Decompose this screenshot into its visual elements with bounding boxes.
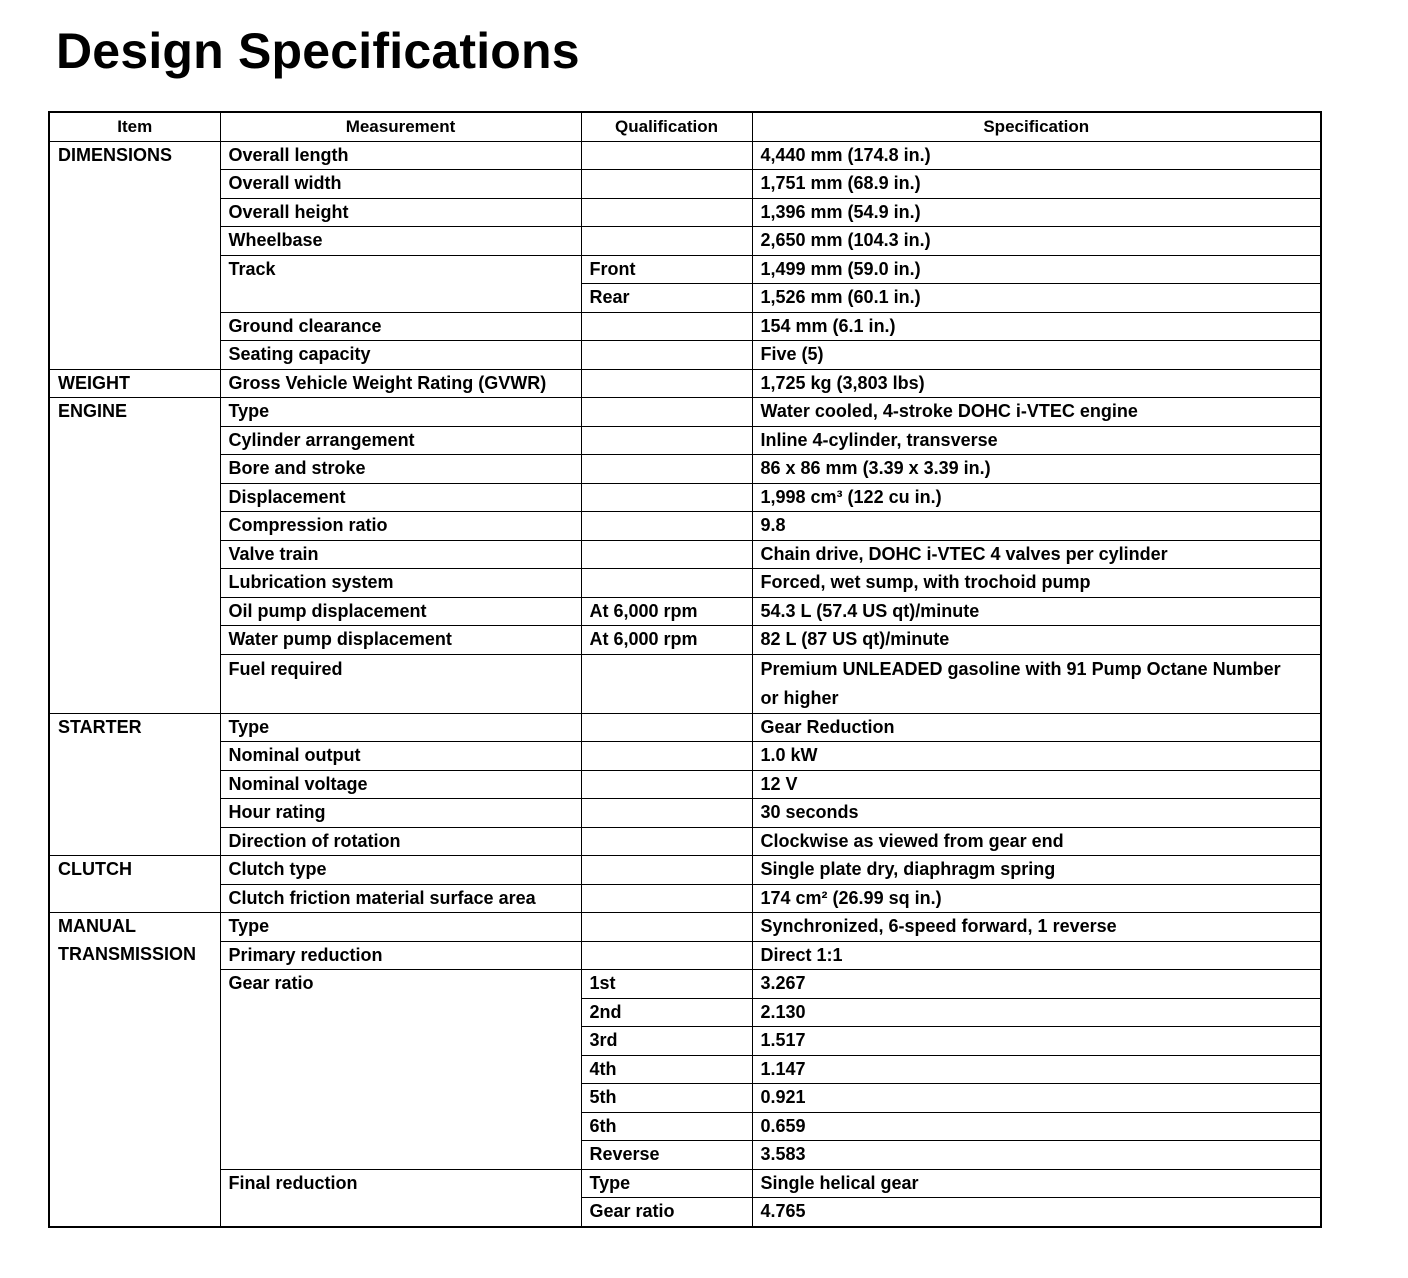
item-cell [49,198,220,227]
measurement-cell [220,1055,581,1084]
specification-cell: 0.921 [752,1084,1321,1113]
measurement-cell: Wheelbase [220,227,581,256]
measurement-cell: Track [220,255,581,284]
qualification-cell: Type [581,1169,752,1198]
measurement-cell: Overall width [220,170,581,199]
table-row [49,369,1321,398]
specification-cell [752,654,1321,713]
qualification-cell [581,941,752,970]
item-cell [49,998,220,1027]
specification-cell: Direct 1:1 [752,941,1321,970]
measurement-cell: Hour rating [220,799,581,828]
table-row [49,198,1321,227]
specification-cell: 82 L (87 US qt)/minute [752,626,1321,655]
qualification-cell [581,312,752,341]
specification-cell: 54.3 L (57.4 US qt)/minute [752,597,1321,626]
table-row [49,141,1321,170]
table-row [49,856,1321,885]
qualification-cell: Front [581,255,752,284]
qualification-cell [581,227,752,256]
item-cell [49,255,220,284]
table-row [49,1112,1321,1141]
qualification-cell [581,483,752,512]
specification-cell: 1.517 [752,1027,1321,1056]
measurement-cell [220,284,581,313]
item-cell [49,284,220,313]
qualification-cell [581,799,752,828]
specification-cell: 3.583 [752,1141,1321,1170]
measurement-cell: Clutch type [220,856,581,885]
qualification-cell: At 6,000 rpm [581,597,752,626]
qualification-cell [581,569,752,598]
item-cell [49,1084,220,1113]
measurement-cell: Water pump displacement [220,626,581,655]
qualification-cell [581,742,752,771]
header-row [49,112,1321,141]
qualification-cell [581,770,752,799]
table-row [49,1084,1321,1113]
specification-cell: Forced, wet sump, with trochoid pump [752,569,1321,598]
specification-cell: Gear Reduction [752,713,1321,742]
table-row [49,770,1321,799]
specification-cell: 30 seconds [752,799,1321,828]
table-row [49,1141,1321,1170]
item-cell [49,970,220,999]
item-cell [49,1169,220,1198]
qualification-cell [581,198,752,227]
measurement-cell: Bore and stroke [220,455,581,484]
specification-cell: 1,725 kg (3,803 lbs) [752,369,1321,398]
qualification-cell: 4th [581,1055,752,1084]
qualification-cell: 1st [581,970,752,999]
item-cell [49,742,220,771]
qualification-cell: Gear ratio [581,1198,752,1227]
table-row [49,913,1321,942]
table-row [49,540,1321,569]
spec-table [48,111,1322,1228]
qualification-cell: At 6,000 rpm [581,626,752,655]
measurement-cell: Lubrication system [220,569,581,598]
measurement-cell: Cylinder arrangement [220,426,581,455]
item-cell [49,597,220,626]
table-row [49,512,1321,541]
qualification-cell: 5th [581,1084,752,1113]
measurement-cell [220,1141,581,1170]
qualification-cell [581,512,752,541]
measurement-cell: Primary reduction [220,941,581,970]
table-row [49,1027,1321,1056]
item-cell [49,1027,220,1056]
qualification-cell [581,398,752,427]
item-cell [49,770,220,799]
qualification-cell [581,713,752,742]
measurement-cell: Fuel required [220,654,581,713]
qualification-cell [581,455,752,484]
item-cell: ENGINE [49,398,220,427]
header-item: Item [49,112,220,141]
spec-body [49,141,1321,1227]
measurement-cell [220,1027,581,1056]
qualification-cell [581,827,752,856]
measurement-cell [220,1198,581,1227]
header-qualification: Qualification [581,112,752,141]
qualification-cell: 6th [581,1112,752,1141]
specification-cell: 0.659 [752,1112,1321,1141]
specification-cell: 4,440 mm (174.8 in.) [752,141,1321,170]
specification-cell: 154 mm (6.1 in.) [752,312,1321,341]
specification-line: Premium UNLEADED gasoline with 91 Pump Octane Number [760,658,1281,679]
specification-cell: Clockwise as viewed from gear end [752,827,1321,856]
qualification-cell [581,170,752,199]
item-cell [49,170,220,199]
header-specification: Specification [752,112,1321,141]
specification-cell: 1,526 mm (60.1 in.) [752,284,1321,313]
item-cell [49,512,220,541]
specification-cell: Single helical gear [752,1169,1321,1198]
item-cell: STARTER [49,713,220,742]
measurement-cell [220,1112,581,1141]
item-cell [49,455,220,484]
measurement-cell: Overall height [220,198,581,227]
table-row [49,312,1321,341]
item-cell [49,312,220,341]
table-row [49,227,1321,256]
table-row [49,742,1321,771]
specification-cell: 1,499 mm (59.0 in.) [752,255,1321,284]
measurement-cell: Valve train [220,540,581,569]
specification-cell: 2,650 mm (104.3 in.) [752,227,1321,256]
specification-cell: 4.765 [752,1198,1321,1227]
qualification-cell: Rear [581,284,752,313]
item-cell [49,483,220,512]
measurement-cell [220,1084,581,1113]
specification-cell: Water cooled, 4-stroke DOHC i-VTEC engine [752,398,1321,427]
qualification-cell: 3rd [581,1027,752,1056]
item-cell [49,540,220,569]
specification-cell: 1,998 cm³ (122 cu in.) [752,483,1321,512]
table-row [49,284,1321,313]
qualification-cell [581,540,752,569]
item-cell [49,341,220,370]
measurement-cell: Oil pump displacement [220,597,581,626]
measurement-cell: Ground clearance [220,312,581,341]
table-row [49,626,1321,655]
specification-cell: 1.0 kW [752,742,1321,771]
measurement-cell: Type [220,398,581,427]
specification-cell: Synchronized, 6-speed forward, 1 reverse [752,913,1321,942]
table-row [49,1055,1321,1084]
measurement-cell: Type [220,913,581,942]
table-row [49,827,1321,856]
table-row [49,597,1321,626]
measurement-cell: Direction of rotation [220,827,581,856]
specification-cell: 2.130 [752,998,1321,1027]
measurement-cell: Gross Vehicle Weight Rating (GVWR) [220,369,581,398]
measurement-cell: Final reduction [220,1169,581,1198]
table-row [49,1169,1321,1198]
item-cell [49,1198,220,1227]
measurement-cell: Clutch friction material surface area [220,884,581,913]
item-cell: TRANSMISSION [49,941,220,970]
specification-cell: 174 cm² (26.99 sq in.) [752,884,1321,913]
table-row [49,341,1321,370]
measurement-cell: Nominal voltage [220,770,581,799]
measurement-cell: Nominal output [220,742,581,771]
table-row [49,654,1321,713]
table-row [49,1198,1321,1227]
specification-cell: Chain drive, DOHC i-VTEC 4 valves per cylinder [752,540,1321,569]
measurement-cell: Seating capacity [220,341,581,370]
measurement-cell: Compression ratio [220,512,581,541]
specification-cell: Inline 4-cylinder, transverse [752,426,1321,455]
item-cell [49,799,220,828]
qualification-cell [581,426,752,455]
qualification-cell [581,369,752,398]
item-cell [49,426,220,455]
item-cell: DIMENSIONS [49,141,220,170]
table-row [49,884,1321,913]
qualification-cell [581,884,752,913]
item-cell [49,626,220,655]
table-row [49,483,1321,512]
table-row [49,941,1321,970]
page-title: Design Specifications [56,23,580,79]
table-row [49,998,1321,1027]
measurement-cell: Overall length [220,141,581,170]
qualification-cell: Reverse [581,1141,752,1170]
table-row [49,426,1321,455]
specification-line: or higher [760,687,839,708]
table-row [49,255,1321,284]
item-cell [49,1055,220,1084]
qualification-cell [581,341,752,370]
qualification-cell: 2nd [581,998,752,1027]
item-cell: WEIGHT [49,369,220,398]
item-cell: CLUTCH [49,856,220,885]
measurement-cell: Gear ratio [220,970,581,999]
specification-cell: 3.267 [752,970,1321,999]
specification-cell: 12 V [752,770,1321,799]
table-row [49,398,1321,427]
measurement-cell: Displacement [220,483,581,512]
specification-cell: 1,396 mm (54.9 in.) [752,198,1321,227]
item-cell [49,1112,220,1141]
item-cell [49,227,220,256]
qualification-cell [581,856,752,885]
item-cell [49,569,220,598]
qualification-cell [581,654,752,713]
item-cell [49,1141,220,1170]
table-row [49,170,1321,199]
table-row [49,970,1321,999]
specification-cell: Five (5) [752,341,1321,370]
table-row [49,713,1321,742]
table-row [49,455,1321,484]
qualification-cell [581,141,752,170]
item-cell [49,884,220,913]
table-row [49,799,1321,828]
specification-cell: Single plate dry, diaphragm spring [752,856,1321,885]
measurement-cell [220,998,581,1027]
specification-cell: 9.8 [752,512,1321,541]
specification-cell: 1,751 mm (68.9 in.) [752,170,1321,199]
table-row [49,569,1321,598]
item-cell: MANUAL [49,913,220,942]
header-measurement: Measurement [220,112,581,141]
qualification-cell [581,913,752,942]
item-cell [49,827,220,856]
measurement-cell: Type [220,713,581,742]
specification-cell: 86 x 86 mm (3.39 x 3.39 in.) [752,455,1321,484]
specification-cell: 1.147 [752,1055,1321,1084]
item-cell [49,654,220,713]
